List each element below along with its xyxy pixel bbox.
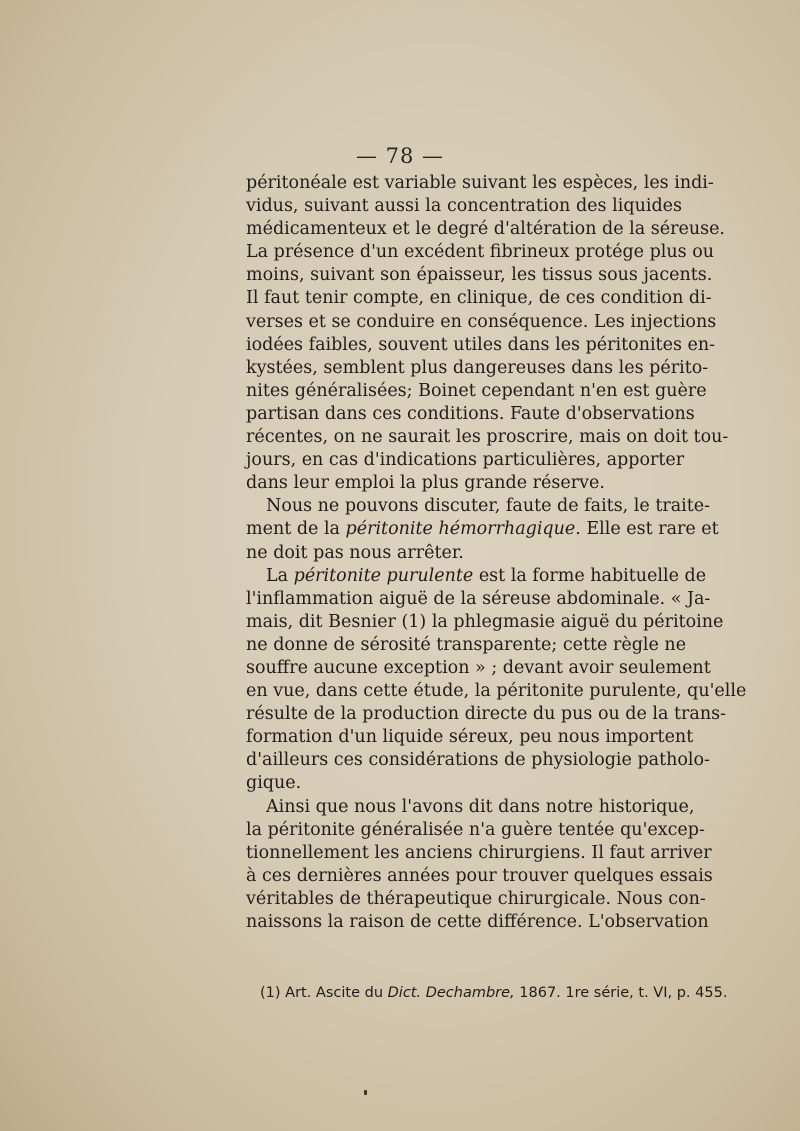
paragraph: [246, 172, 729, 495]
text-line: partisan dans ces conditions. Faute d'observations: [246, 403, 695, 424]
text-line: médicamenteux et le degré d'altération de la séreuse.: [246, 219, 725, 240]
footnote: [260, 985, 728, 1001]
footnote-text: (1) Art. Ascite du: [260, 985, 388, 1001]
text-line: gique.: [246, 773, 302, 794]
footnote-text: 1867. 1re série, t. VI, p. 455.: [514, 985, 728, 1001]
text-line: récentes, on ne saurait les proscrire, mais on doit tou-: [246, 427, 729, 448]
text-run: La: [266, 565, 294, 586]
text-line: en vue, dans cette étude, la péritonite purulente, qu'elle: [246, 681, 747, 702]
text-line: verses et se conduire en conséquence. Les injections: [246, 311, 717, 332]
text-line: ne donne de sérosité transparente; cette règle ne: [246, 634, 687, 655]
paragraph: [246, 495, 719, 564]
text-line: véritables de thérapeutique chirurgicale. Nous con-: [246, 888, 706, 909]
text-line: à ces dernières années pour trouver quelques essais: [246, 865, 713, 886]
text-line: d'ailleurs ces considérations de physiologie patholo-: [246, 750, 710, 771]
text-line: tionnellement les anciens chirurgiens. Il faut arriver: [246, 842, 712, 863]
italic-term: péritonite purulente: [293, 565, 474, 586]
text-line: formation d'un liquide séreux, peu nous importent: [246, 727, 694, 748]
text-line: Il faut tenir compte, en clinique, de ces condition di-: [246, 288, 712, 309]
footnote-source: Dict. Dechambre,: [387, 985, 515, 1001]
text-line: vidus, suivant aussi la concentration des liquides: [246, 196, 682, 217]
text-line: Ainsi que nous l'avons dit dans notre historique,: [266, 796, 695, 817]
page-number: — 78 —: [355, 144, 445, 168]
text-line: ne doit pas nous arrêter.: [246, 542, 464, 563]
text-line: l'inflammation aiguë de la séreuse abdominale. « Ja-: [246, 588, 711, 609]
text-line: [246, 565, 707, 588]
text-line: la péritonite généralisée n'a guère tentée qu'excep-: [246, 819, 705, 840]
text-line: naissons la raison de cette différence. L'observation: [246, 912, 709, 932]
text-line: La présence d'un excédent fibrineux protége plus ou: [246, 242, 714, 263]
paper-speck: [364, 1090, 367, 1095]
text-line: résulte de la production directe du pus ou de la trans-: [246, 704, 727, 725]
text-line: [246, 518, 719, 541]
text-line: Nous ne pouvons discuter, faute de faits, le traite-: [266, 496, 711, 517]
text-line: kystées, semblent plus dangereuses dans les périto-: [246, 357, 709, 378]
text-line: moins, suivant son épaisseur, les tissus sous jacents.: [246, 265, 713, 286]
body-text: [246, 172, 747, 934]
text-line: souffre aucune exception » ; devant avoir seulement: [246, 657, 711, 678]
italic-term: péritonite hémorrhagique.: [345, 519, 581, 540]
paragraph: [246, 565, 747, 796]
text-line: dans leur emploi la plus grande réserve.: [246, 473, 605, 494]
text-line: jours, en cas d'indications particulières, apporter: [246, 450, 685, 471]
text-run: ment de la: [246, 519, 346, 540]
text-run: est la forme habituelle de: [473, 565, 707, 586]
text-line: péritonéale est variable suivant les espèces, les indi-: [246, 173, 714, 193]
text-line: iodées faibles, souvent utiles dans les péritonites en-: [246, 334, 716, 355]
text-line: nites généralisées; Boinet cependant n'en est guère: [246, 380, 707, 401]
text-line: mais, dit Besnier (1) la phlegmasie aiguë du péritoine: [246, 611, 724, 632]
text-run: Elle est rare et: [580, 519, 719, 540]
paragraph: [246, 796, 713, 935]
